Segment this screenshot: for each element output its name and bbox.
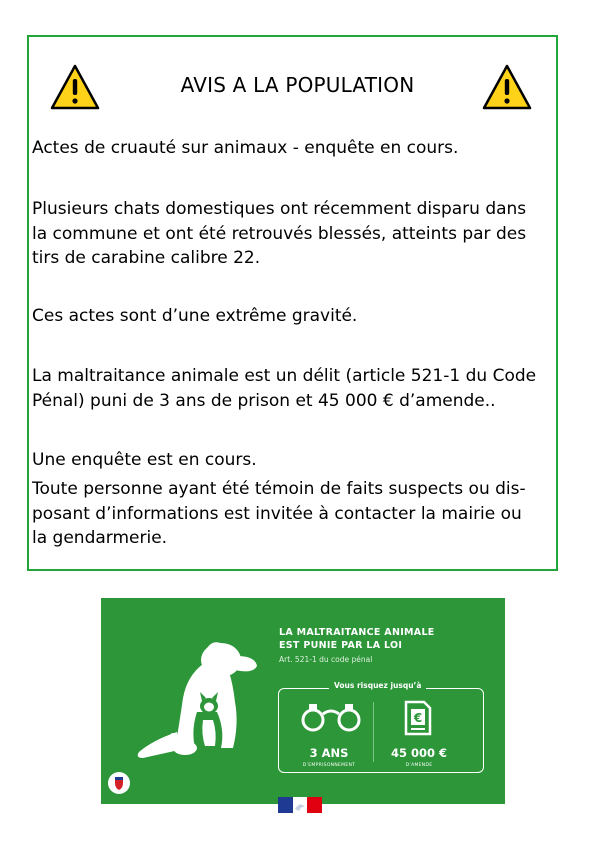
handcuffs-icon	[297, 702, 365, 734]
fine-value: 45 000 €	[390, 746, 448, 760]
prison-caption: D’EMPRISONNEMENT	[302, 763, 356, 768]
notice-title: AVIS A LA POPULATION	[180, 73, 415, 97]
notice-paragraph-6: Toute personne ayant été témoin de faits suspects ou dis- posant d’informations est invitée à contacter la mairie ou la gendarmerie.	[32, 479, 526, 548]
euro-document-icon	[404, 700, 432, 736]
poster-article-reference: Art. 521-1 du code pénal	[279, 655, 373, 664]
risk-label: Vous risquez jusqu’à	[329, 681, 426, 690]
notice-paragraph-3: Ces actes sont d’une extrême gravité.	[32, 306, 358, 326]
poster-headline: LA MALTRAITANCE ANIMALE EST PUNIE PAR LA LOI	[279, 627, 435, 651]
svg-text:€: €	[413, 711, 423, 725]
fine-caption: D’AMENDE	[405, 763, 433, 768]
prison-value: 3 ANS	[309, 746, 349, 760]
notice-paragraph-1: Actes de cruauté sur animaux - enquête en cours.	[32, 138, 459, 158]
french-flag-icon	[278, 797, 322, 813]
risk-divider	[373, 702, 374, 762]
campaign-poster	[101, 598, 505, 804]
notice-paragraph-2: Plusieurs chats domestiques ont récemment disparu dans la commune et ont été retrouvés blessés, atteints par des tirs de carabine calibre 22.	[32, 199, 527, 268]
police-badge-icon	[107, 770, 131, 796]
dog-cat-mouse-silhouette-icon	[113, 632, 263, 762]
notice-paragraph-4: La maltraitance animale est un délit (article 521-1 du Code Pénal) puni de 3 ans de prison et 45 000 € d’amende..	[32, 366, 537, 411]
notice-paragraph-5: Une enquête est en cours.	[32, 450, 257, 470]
